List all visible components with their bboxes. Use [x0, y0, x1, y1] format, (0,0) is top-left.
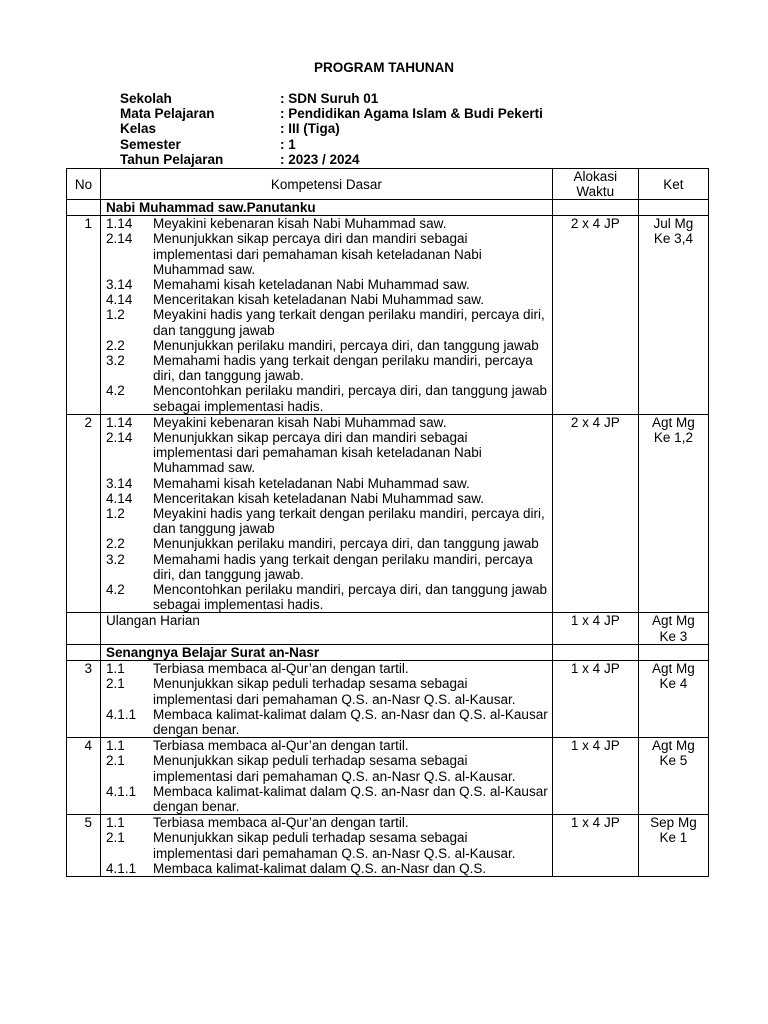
info-value: : III (Tiga)	[280, 121, 340, 137]
kd-text: Membaca kalimat-kalimat dalam Q.S. an-Nasr dan Q.S. al-Kausar dengan benar.	[153, 783, 548, 814]
header-kompetensi-dasar: Kompetensi Dasar	[101, 169, 553, 200]
kd-text: Terbiasa membaca al-Qur’an dengan tartil.	[153, 661, 409, 677]
ket-line1: Sep Mg	[650, 815, 697, 831]
header-alokasi-line2: Waktu	[576, 184, 615, 199]
kd-code: 4.1.1	[106, 783, 137, 799]
kd-item	[106, 707, 550, 737]
info-row-sekolah	[120, 91, 543, 106]
kd-text: Meyakini hadis yang terkait dengan perilaku mandiri, percaya diri, dan tanggung jawab	[153, 506, 545, 537]
kd-code: 2.1	[106, 753, 125, 769]
ket-line1: Agt Mg	[652, 414, 695, 430]
kd-text: Meyakini kebenaran kisah Nabi Muhammad saw.	[153, 216, 447, 232]
header-alokasi-waktu	[552, 169, 638, 200]
kd-item	[106, 861, 550, 876]
table-row	[67, 216, 709, 415]
kd-text: Terbiasa membaca al-Qur’an dengan tartil.	[153, 815, 409, 831]
kd-code: 2.1	[106, 676, 125, 692]
row-ket	[638, 414, 708, 613]
section-title: Nabi Muhammad saw.Panutanku	[101, 200, 553, 216]
info-row-tahun-pelajaran	[120, 152, 543, 167]
info-value: : 1	[280, 136, 296, 152]
kd-text: Menunjukkan sikap peduli terhadap sesama sebagai implementasi dari pemahaman Q.S. an-Nasr Q.S. al-Kausar.	[153, 676, 516, 707]
page-title: PROGRAM TAHUNAN	[314, 60, 454, 75]
ket-line1: Agt Mg	[652, 738, 695, 754]
kd-code: 1.14	[106, 216, 133, 232]
table-row	[67, 661, 709, 738]
ket-line2: Ke 1,2	[653, 430, 693, 446]
kd-text: Menunjukkan sikap percaya diri dan mandiri sebagai implementasi dari pemahaman kisah keteladanan Nabi Muhammad saw.	[153, 231, 482, 277]
kd-text: Menceritakan kisah keteladanan Nabi Muhammad saw.	[153, 490, 484, 506]
row-alokasi: 1 x 4 JP	[552, 815, 638, 877]
kd-text: Mencontohkan perilaku mandiri, percaya diri, dan tanggung jawab sebagai implementasi hadis.	[153, 383, 548, 414]
ket-line2: Ke 1	[659, 830, 688, 846]
info-label: Sekolah	[120, 91, 172, 106]
info-value: : SDN Suruh 01	[280, 91, 379, 106]
kd-code: 2.2	[106, 337, 125, 353]
kd-text: Menunjukkan sikap peduli terhadap sesama sebagai implementasi dari pemahaman Q.S. an-Nasr Q.S. al-Kausar.	[153, 753, 516, 784]
kd-item	[106, 231, 550, 277]
info-block	[120, 91, 543, 167]
row-alokasi: 2 x 4 JP	[552, 414, 638, 613]
row-no: 1	[67, 216, 101, 415]
kd-code: 1.1	[106, 738, 125, 754]
kd-code: 4.14	[106, 292, 133, 308]
kd-text: Memahami hadis yang terkait dengan perilaku mandiri, percaya diri, dan tanggung jawab.	[153, 551, 533, 582]
ket-line1: Jul Mg	[653, 216, 694, 232]
kd-item	[106, 676, 550, 706]
kd-item	[106, 338, 550, 353]
table-row	[67, 414, 709, 613]
info-value: : 2023 / 2024	[280, 151, 360, 167]
kd-code: 2.14	[106, 430, 133, 446]
ket-line2: Ke 4	[659, 676, 688, 692]
kd-item	[106, 307, 550, 337]
kd-code: 1.1	[106, 661, 125, 677]
kd-text: Menunjukkan perilaku mandiri, percaya diri, dan tanggung jawab	[153, 536, 539, 552]
row-ket	[638, 216, 708, 415]
kd-item	[106, 476, 550, 491]
info-row-kelas	[120, 121, 543, 136]
ket-line2: Ke 5	[659, 753, 688, 769]
kd-code: 3.2	[106, 353, 125, 369]
row-ket	[638, 738, 708, 815]
kd-item	[106, 491, 550, 506]
kd-text: Meyakini kebenaran kisah Nabi Muhammad saw.	[153, 414, 447, 430]
row-ket	[638, 661, 708, 738]
kd-text: Menunjukkan sikap peduli terhadap sesama sebagai implementasi dari pemahaman Q.S. an-Nasr Q.S. al-Kausar.	[153, 830, 516, 861]
section-row	[67, 200, 709, 216]
kd-code: 1.14	[106, 414, 133, 430]
kd-text: Menunjukkan perilaku mandiri, percaya diri, dan tanggung jawab	[153, 337, 539, 353]
row-ket	[638, 815, 708, 877]
table-header-row	[67, 169, 709, 200]
row-no: 2	[67, 414, 101, 613]
row-alokasi: 1 x 4 JP	[552, 661, 638, 738]
kd-code: 1.2	[106, 506, 125, 522]
info-label: Mata Pelajaran	[120, 106, 215, 122]
ket-line2: Ke 3,4	[653, 231, 693, 247]
kd-code: 1.2	[106, 307, 125, 323]
kd-code: 3.14	[106, 277, 133, 293]
kd-item	[106, 536, 550, 551]
kd-item	[106, 815, 550, 830]
kd-code: 3.14	[106, 475, 133, 491]
header-no: No	[67, 169, 101, 200]
info-row-semester	[120, 137, 543, 152]
kd-item	[106, 216, 550, 231]
kd-item	[106, 383, 550, 413]
kd-item	[106, 830, 550, 860]
kd-item	[106, 506, 550, 536]
kd-item	[106, 430, 550, 476]
kd-item	[106, 661, 550, 676]
row-ket	[638, 613, 708, 644]
kd-code: 4.1.1	[106, 706, 137, 722]
row-kd	[101, 414, 553, 613]
kd-text: Meyakini hadis yang terkait dengan perilaku mandiri, percaya diri, dan tanggung jawab	[153, 307, 545, 338]
kd-code: 4.14	[106, 490, 133, 506]
info-row-mata-pelajaran	[120, 106, 543, 121]
header-alokasi-line1: Alokasi	[573, 169, 618, 184]
kd-text: Menunjukkan sikap percaya diri dan mandiri sebagai implementasi dari pemahaman kisah keteladanan Nabi Muhammad saw.	[153, 430, 482, 476]
kd-text: Menceritakan kisah keteladanan Nabi Muhammad saw.	[153, 292, 484, 308]
row-alokasi: 1 x 4 JP	[552, 613, 638, 644]
kd-item	[106, 738, 550, 753]
section-row	[67, 644, 709, 660]
kd-item	[106, 784, 550, 814]
kd-item	[106, 552, 550, 582]
info-label: Tahun Pelajaran	[120, 151, 224, 167]
kd-text: Membaca kalimat-kalimat dalam Q.S. an-Nasr dan Q.S.	[153, 860, 487, 876]
kd-code: 4.2	[106, 383, 125, 399]
table-row	[67, 738, 709, 815]
row-no: 3	[67, 661, 101, 738]
ket-line1: Agt Mg	[652, 613, 695, 629]
kd-text: Mencontohkan perilaku mandiri, percaya diri, dan tanggung jawab sebagai implementasi hadis.	[153, 582, 548, 613]
kd-text: Memahami kisah keteladanan Nabi Muhammad saw.	[153, 475, 470, 491]
kd-text: Membaca kalimat-kalimat dalam Q.S. an-Nasr dan Q.S. al-Kausar dengan benar.	[153, 706, 548, 737]
row-kd	[101, 815, 553, 877]
kd-code: 4.2	[106, 582, 125, 598]
kd-code: 2.1	[106, 830, 125, 846]
ket-line1: Agt Mg	[652, 661, 695, 677]
row-kd	[101, 661, 553, 738]
kd-text: Memahami hadis yang terkait dengan perilaku mandiri, percaya diri, dan tanggung jawab.	[153, 353, 533, 384]
ulangan-label: Ulangan Harian	[101, 613, 553, 644]
kd-item	[106, 277, 550, 292]
row-no: 4	[67, 738, 101, 815]
row-no: 5	[67, 815, 101, 877]
row-alokasi: 1 x 4 JP	[552, 738, 638, 815]
kd-text: Memahami kisah keteladanan Nabi Muhammad saw.	[153, 277, 470, 293]
kd-item	[106, 415, 550, 430]
kd-code: 4.1.1	[106, 860, 137, 876]
row-alokasi: 2 x 4 JP	[552, 216, 638, 415]
ulangan-row	[67, 613, 709, 644]
kd-code: 3.2	[106, 551, 125, 567]
table-row	[67, 815, 709, 877]
header-ket: Ket	[638, 169, 708, 200]
kd-code: 2.14	[106, 231, 133, 247]
info-label: Kelas	[120, 121, 157, 137]
row-kd	[101, 738, 553, 815]
kd-item	[106, 353, 550, 383]
kompetensi-table	[66, 168, 709, 877]
info-label: Semester	[120, 136, 181, 152]
section-title: Senangnya Belajar Surat an-Nasr	[101, 644, 553, 660]
ket-line2: Ke 3	[659, 628, 688, 644]
info-value: : Pendidikan Agama Islam & Budi Pekerti	[280, 106, 543, 122]
kd-item	[106, 582, 550, 612]
kd-text: Terbiasa membaca al-Qur’an dengan tartil.	[153, 738, 409, 754]
kd-code: 2.2	[106, 536, 125, 552]
kd-item	[106, 292, 550, 307]
row-kd	[101, 216, 553, 415]
kd-code: 1.1	[106, 815, 125, 831]
kd-item	[106, 753, 550, 783]
